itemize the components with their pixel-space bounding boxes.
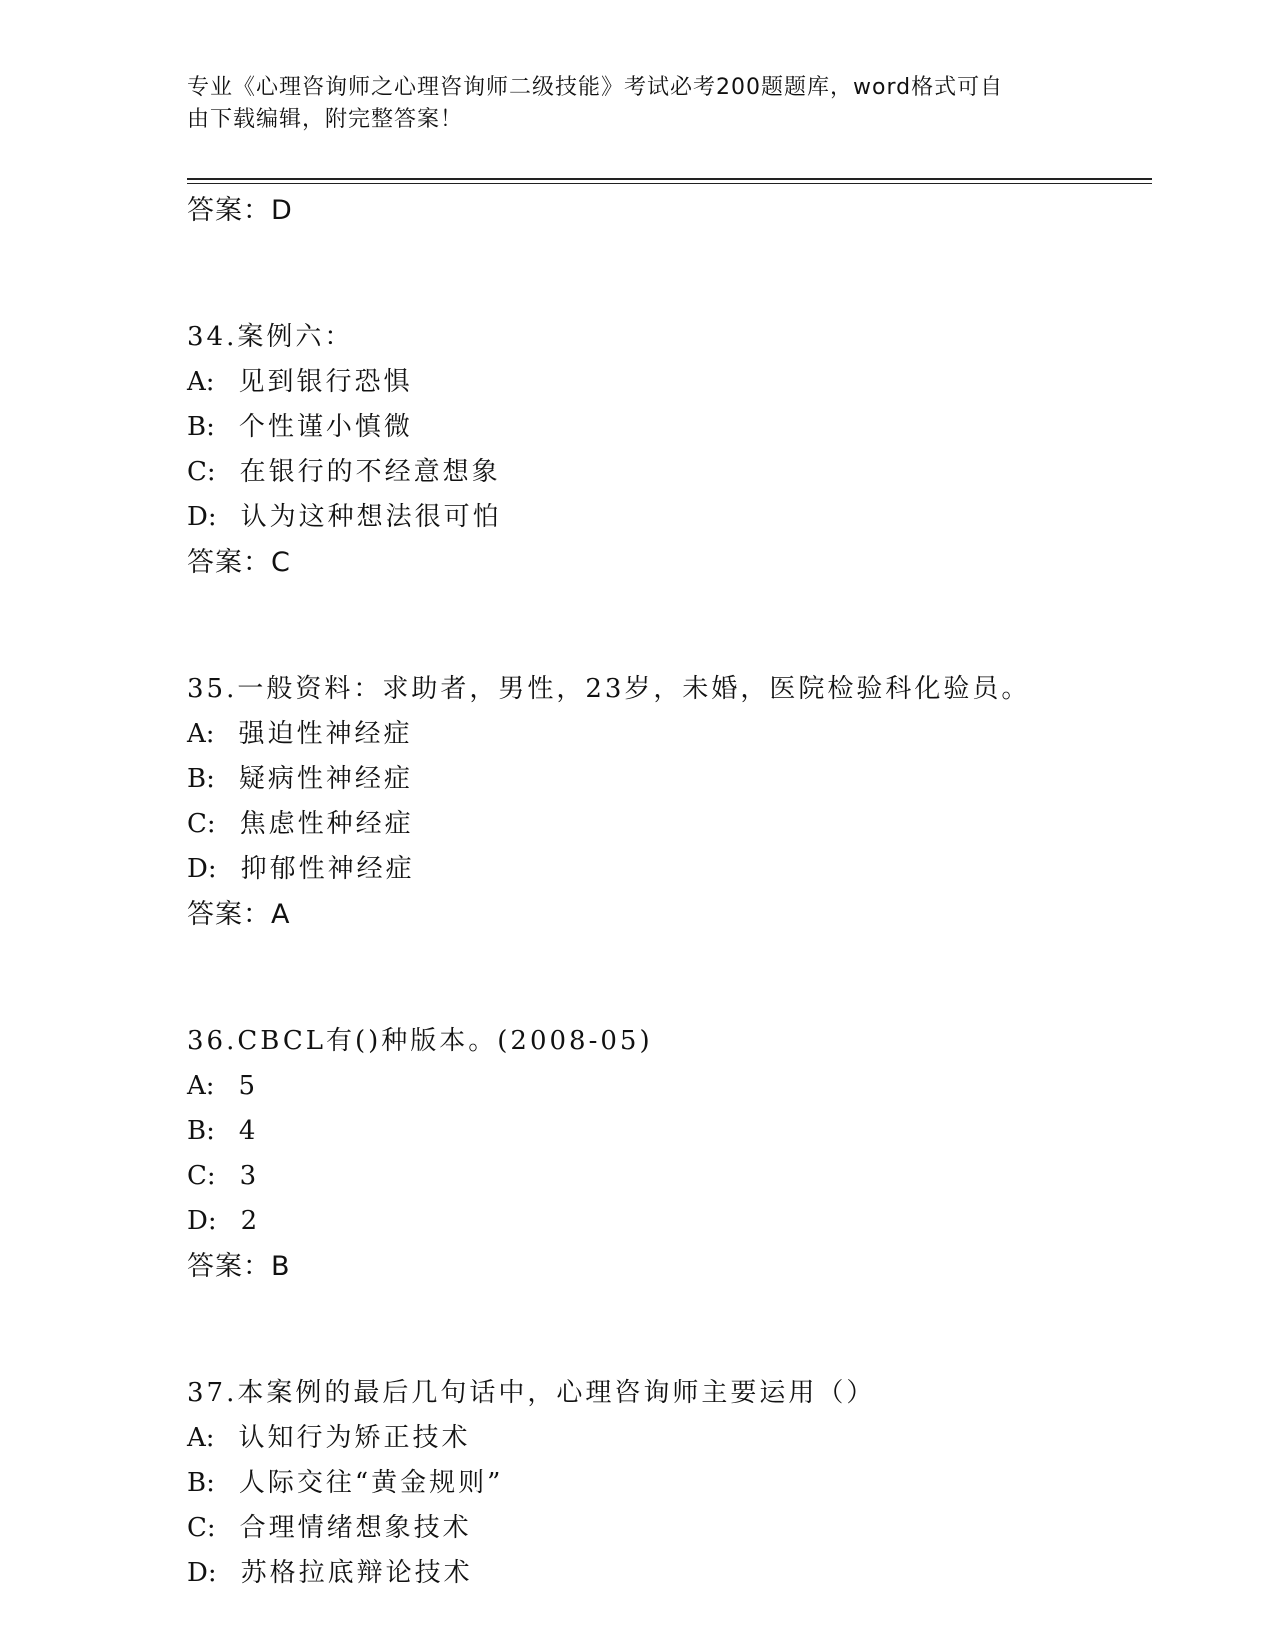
- option-letter: C:: [187, 1161, 216, 1191]
- answer-line: 答案：B: [187, 1251, 291, 1282]
- option-letter: C:: [187, 809, 216, 839]
- question-stem: 34.案例六：: [187, 322, 354, 352]
- option-c: [187, 1154, 1147, 1199]
- option-c: [187, 450, 1147, 495]
- spacer: [187, 585, 1147, 667]
- option-letter: B:: [187, 764, 215, 794]
- option-letter: B:: [187, 412, 215, 442]
- header-line-2: 由下载编辑，附完整答案！: [187, 107, 464, 132]
- option-a: [187, 360, 1147, 405]
- option-a: [187, 712, 1147, 757]
- option-d: [187, 1551, 1147, 1596]
- option-c: [187, 802, 1147, 847]
- option-letter: C:: [187, 1513, 216, 1543]
- option-a: [187, 1064, 1147, 1109]
- answer-line: 答案：C: [187, 547, 291, 578]
- option-d: [187, 847, 1147, 892]
- option-letter: A:: [187, 719, 215, 749]
- option-d: [187, 495, 1147, 540]
- question-block: [187, 667, 1147, 937]
- option-text: 4: [238, 1116, 259, 1146]
- header-rule-thin: [187, 183, 1152, 184]
- question-block: [187, 1019, 1147, 1289]
- spacer: [187, 1289, 1147, 1371]
- option-letter: A:: [187, 1071, 215, 1101]
- option-text: 在银行的不经意想象: [239, 457, 501, 487]
- option-text: 认为这种想法很可怕: [240, 502, 502, 532]
- option-b: [187, 405, 1147, 450]
- option-letter: B:: [187, 1116, 215, 1146]
- answer-line: 答案：A: [187, 899, 291, 930]
- option-letter: D:: [187, 1206, 217, 1236]
- option-text: 强迫性神经症: [238, 719, 413, 749]
- option-letter: D:: [187, 854, 217, 884]
- header-rule-thick: [187, 178, 1152, 180]
- question-block: [187, 315, 1147, 585]
- option-text: 见到银行恐惧: [238, 367, 413, 397]
- option-b: [187, 757, 1147, 802]
- option-text: 合理情绪想象技术: [239, 1513, 472, 1543]
- option-text: 2: [240, 1206, 261, 1236]
- option-text: 抑郁性神经症: [240, 854, 415, 884]
- option-b: [187, 1461, 1147, 1506]
- question-stem: 35.一般资料：求助者，男性，23岁，未婚，医院检验科化验员。: [187, 674, 1031, 704]
- option-text: 人际交往“黄金规则”: [238, 1468, 504, 1498]
- option-letter: C:: [187, 457, 216, 487]
- option-a: [187, 1416, 1147, 1461]
- option-letter: D:: [187, 502, 217, 532]
- question-block: [187, 1371, 1147, 1596]
- spacer: [187, 233, 1147, 315]
- answer-line: 答案：D: [187, 195, 293, 226]
- option-c: [187, 1506, 1147, 1551]
- option-letter: D:: [187, 1558, 217, 1588]
- option-letter: A:: [187, 1423, 215, 1453]
- question-list: [187, 188, 1147, 1596]
- option-text: 疑病性神经症: [238, 764, 413, 794]
- option-text: 焦虑性种经症: [239, 809, 414, 839]
- header-line-1: 专业《心理咨询师之心理咨询师二级技能》考试必考200题题库，word格式可自: [187, 75, 1004, 100]
- option-d: [187, 1199, 1147, 1244]
- document-header: [187, 72, 1067, 136]
- option-text: 苏格拉底辩论技术: [240, 1558, 473, 1588]
- option-letter: A:: [187, 367, 215, 397]
- question-stem: 37.本案例的最后几句话中，心理咨询师主要运用（）: [187, 1378, 876, 1408]
- spacer: [187, 937, 1147, 1019]
- question-stem: 36.CBCL有()种版本。(2008-05): [187, 1026, 653, 1056]
- option-letter: B:: [187, 1468, 215, 1498]
- option-text: 个性谨小慎微: [238, 412, 413, 442]
- option-b: [187, 1109, 1147, 1154]
- option-text: 5: [238, 1071, 259, 1101]
- option-text: 3: [239, 1161, 260, 1191]
- option-text: 认知行为矫正技术: [238, 1423, 471, 1453]
